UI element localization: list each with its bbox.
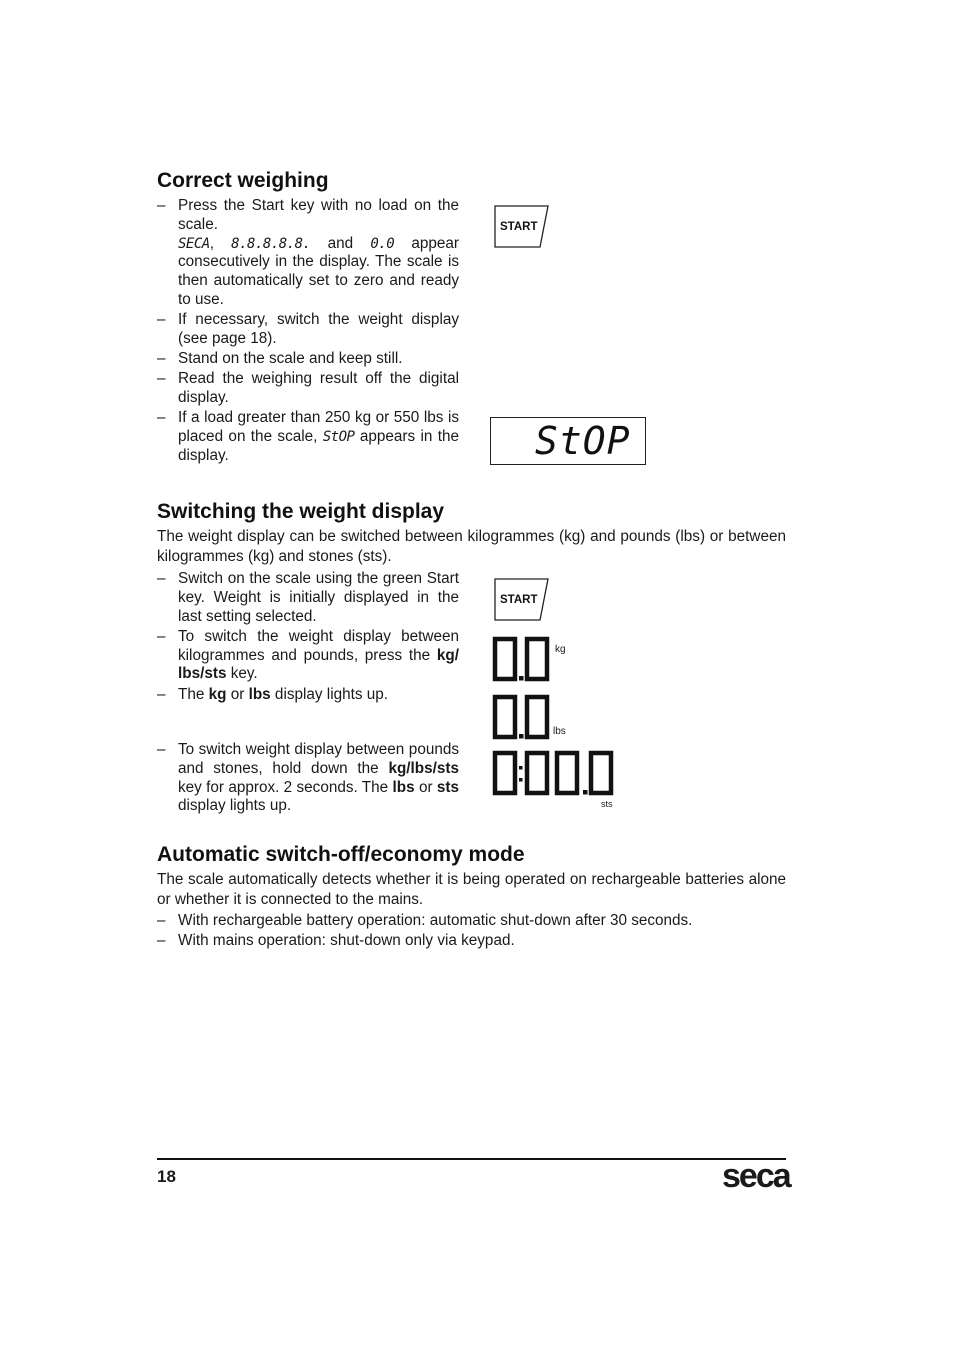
footer-divider bbox=[157, 1158, 786, 1160]
lcd-display-lbs bbox=[492, 694, 572, 742]
list-item: – If a load greater than 250 kg or 550 lbs is placed on the scale, StOP appears in the display. bbox=[157, 409, 459, 464]
start-key-figure bbox=[494, 205, 552, 249]
unit-lbs-label: lbs bbox=[553, 726, 566, 737]
switching-list-b bbox=[157, 741, 459, 818]
stop-display-figure bbox=[490, 417, 646, 465]
list-item: – To switch weight display between pounds and stones, hold down the kg/lbs/sts key for approx. 2 seconds. The lbs or sts display lights up. bbox=[157, 741, 459, 815]
list-item: – If necessary, switch the weight display (see page 18). bbox=[157, 311, 459, 347]
start-key-label: START bbox=[500, 221, 538, 233]
switching-intro: The weight display can be switched between kilogrammes (kg) and pounds (lbs) or between kilogrammes (kg) and stones (sts). bbox=[157, 528, 786, 565]
list-item: – The kg or lbs display lights up. bbox=[157, 685, 389, 703]
lcd-display-sts bbox=[492, 750, 622, 810]
lcd-display-kg bbox=[492, 636, 572, 684]
lcd-text-seca: SECA bbox=[178, 235, 210, 252]
list-item: – To switch the weight display between kilogrammes and pounds, press the kg/ lbs/sts key. bbox=[157, 627, 459, 683]
section-title-switching: Switching the weight display bbox=[157, 500, 445, 523]
lcd-text-zero: 0.0 bbox=[370, 235, 395, 252]
auto-list bbox=[157, 912, 786, 952]
start-key-label: START bbox=[500, 594, 538, 606]
stop-display-text: StOP bbox=[535, 419, 631, 463]
list-item: – Stand on the scale and keep still. bbox=[157, 350, 403, 368]
list-item: – Press the Start key with no load on the scale. SECA, 8.8.8.8.8. and 0.0 appear consecutively in the display. The scale is then automatically set to zero and ready to use. bbox=[157, 197, 459, 308]
section-title-auto-switch-off: Automatic switch-off/economy mode bbox=[157, 843, 525, 866]
seca-logo: seca bbox=[722, 1157, 790, 1195]
list-item: – With mains operation: shut-down only via keypad. bbox=[157, 932, 515, 950]
list-item: – Read the weighing result off the digital display. bbox=[157, 370, 459, 407]
unit-kg-label: kg bbox=[555, 644, 566, 655]
page-number: 18 bbox=[157, 1167, 176, 1186]
list-item: – With rechargeable battery operation: automatic shut-down after 30 seconds. bbox=[157, 912, 693, 929]
lcd-text-test-pattern: 8.8.8.8.8. bbox=[231, 235, 311, 252]
correct-weighing-list bbox=[157, 197, 459, 467]
lcd-text-stop: StOP bbox=[322, 429, 355, 446]
section-title-correct-weighing: Correct weighing bbox=[157, 169, 329, 192]
unit-sts-label: sts bbox=[601, 799, 613, 809]
start-key-figure bbox=[494, 578, 552, 622]
switching-list-a bbox=[157, 570, 459, 706]
list-item: – Switch on the scale using the green Start key. Weight is initially displayed in the last setting selected. bbox=[157, 570, 459, 625]
auto-intro: The scale automatically detects whether it is being operated on rechargeable batteries alone or whether it is connected to the mains. bbox=[157, 871, 786, 908]
